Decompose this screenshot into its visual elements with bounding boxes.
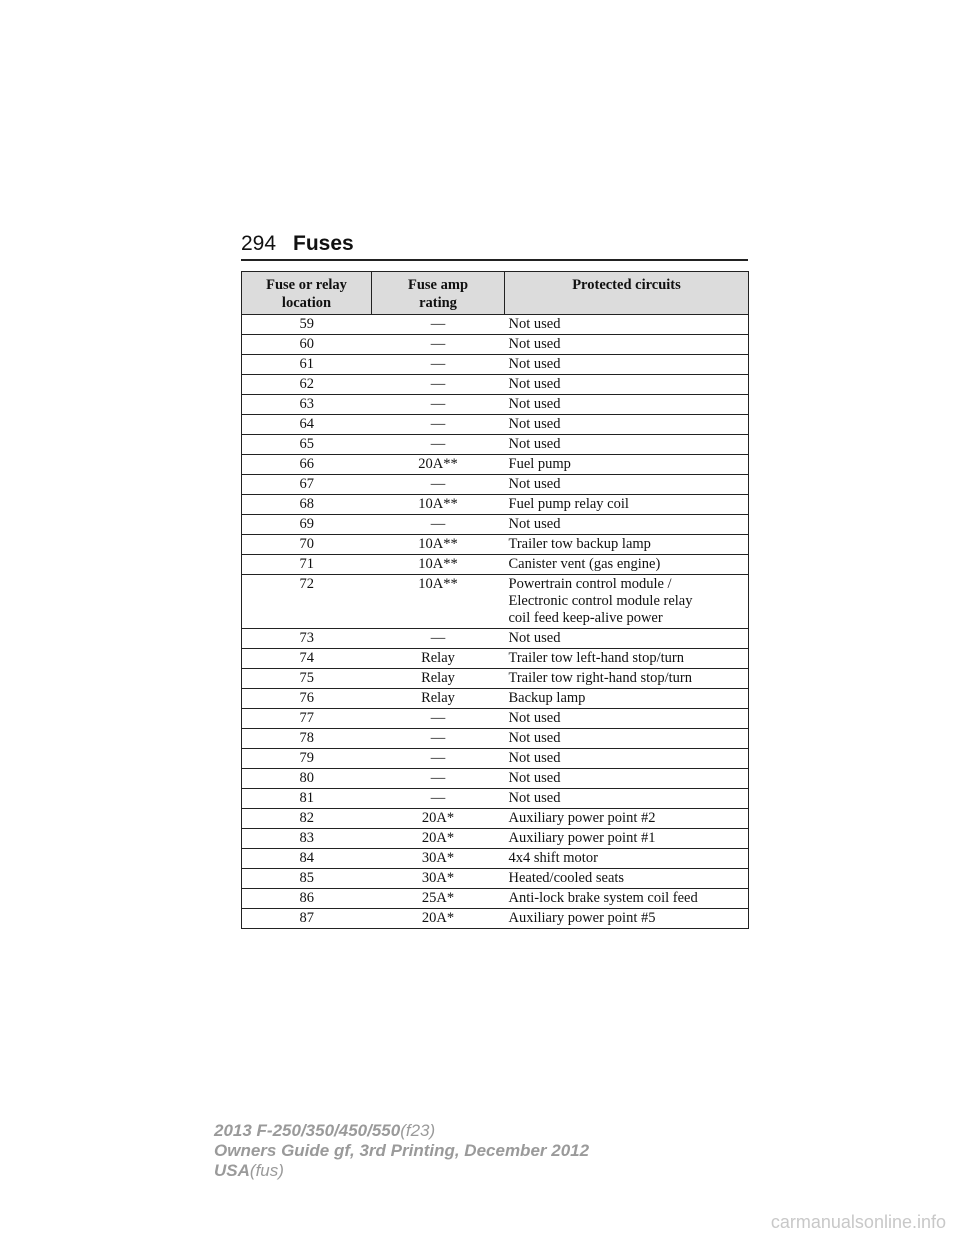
page-header (241, 231, 748, 261)
document-footer (214, 1121, 589, 1181)
table-row (242, 629, 749, 649)
table-row (242, 435, 749, 455)
cell-circuit-line: Powertrain control module / (508, 576, 672, 592)
cell-location: 86 (242, 889, 372, 909)
column-header-rating (372, 272, 505, 315)
cell-circuit (505, 649, 749, 669)
footer-line-3 (214, 1161, 589, 1181)
cell-circuit-line: Heated/cooled seats (508, 870, 625, 886)
cell-circuit (505, 375, 749, 395)
cell-circuit (505, 869, 749, 889)
cell-circuit-line: Not used (508, 396, 561, 412)
cell-rating: 30A* (372, 849, 505, 869)
cell-location: 71 (242, 555, 372, 575)
cell-circuit-line: Not used (508, 436, 561, 452)
cell-rating: Relay (372, 649, 505, 669)
table-row (242, 749, 749, 769)
cell-circuit-line: Not used (508, 750, 561, 766)
cell-rating: — (372, 709, 505, 729)
table-header-row (242, 272, 749, 315)
cell-circuit (505, 709, 749, 729)
cell-location: 67 (242, 475, 372, 495)
column-header-circuits (505, 272, 749, 315)
cell-location: 65 (242, 435, 372, 455)
cell-circuit (505, 515, 749, 535)
cell-circuit-line: Not used (508, 356, 561, 372)
table-row (242, 535, 749, 555)
section-title: Fuses (293, 232, 354, 255)
cell-rating: — (372, 749, 505, 769)
cell-circuit-line: 4x4 shift motor (508, 850, 598, 866)
column-header-location (242, 272, 372, 315)
table-row (242, 829, 749, 849)
cell-rating: — (372, 769, 505, 789)
cell-location: 74 (242, 649, 372, 669)
table-row (242, 515, 749, 535)
page-number: 294 (241, 232, 277, 255)
cell-circuit (505, 749, 749, 769)
cell-rating: — (372, 375, 505, 395)
cell-location: 70 (242, 535, 372, 555)
cell-rating: 10A** (372, 555, 505, 575)
column-header-location-line1: Fuse or relay (266, 277, 347, 293)
cell-location: 61 (242, 355, 372, 375)
table-row (242, 909, 749, 929)
cell-location: 79 (242, 749, 372, 769)
cell-circuit (505, 535, 749, 555)
cell-circuit-line: Fuel pump (508, 456, 571, 472)
table-row (242, 689, 749, 709)
cell-rating: Relay (372, 689, 505, 709)
footer-line-2 (214, 1141, 589, 1161)
cell-location: 60 (242, 335, 372, 355)
cell-location: 66 (242, 455, 372, 475)
cell-circuit-line: Canister vent (gas engine) (508, 556, 661, 572)
table-row (242, 555, 749, 575)
cell-circuit (505, 729, 749, 749)
table-row (242, 849, 749, 869)
cell-circuit-line: Not used (508, 476, 561, 492)
cell-circuit (505, 689, 749, 709)
cell-circuit (505, 575, 749, 629)
cell-location: 72 (242, 575, 372, 629)
cell-circuit (505, 455, 749, 475)
cell-circuit (505, 809, 749, 829)
table-row (242, 709, 749, 729)
table-row (242, 355, 749, 375)
cell-location: 81 (242, 789, 372, 809)
cell-rating: — (372, 415, 505, 435)
cell-location: 80 (242, 769, 372, 789)
table-row (242, 495, 749, 515)
cell-rating: — (372, 315, 505, 335)
cell-circuit (505, 415, 749, 435)
cell-rating: — (372, 395, 505, 415)
cell-rating: — (372, 475, 505, 495)
cell-rating: 20A* (372, 809, 505, 829)
footer-model: 2013 F-250/350/450/550 (214, 1121, 401, 1140)
cell-circuit-line: Not used (508, 790, 561, 806)
table-row (242, 315, 749, 335)
cell-location: 64 (242, 415, 372, 435)
cell-circuit (505, 669, 749, 689)
footer-market-code: (fus) (249, 1161, 284, 1180)
cell-circuit (505, 849, 749, 869)
cell-rating: — (372, 355, 505, 375)
cell-location: 68 (242, 495, 372, 515)
cell-circuit (505, 355, 749, 375)
cell-circuit (505, 909, 749, 929)
fuse-table (241, 271, 749, 929)
footer-line-1 (214, 1121, 589, 1141)
cell-circuit (505, 555, 749, 575)
table-header (242, 272, 749, 315)
cell-rating: — (372, 629, 505, 649)
cell-circuit (505, 395, 749, 415)
cell-circuit-line: coil feed keep-alive power (508, 610, 663, 626)
cell-circuit (505, 789, 749, 809)
cell-circuit-line: Fuel pump relay coil (508, 496, 629, 512)
footer-market: USA (214, 1161, 250, 1180)
cell-circuit-line: Auxiliary power point #2 (508, 810, 656, 826)
column-header-rating-line1: Fuse amp (407, 277, 469, 293)
table-row (242, 869, 749, 889)
cell-rating: 25A* (372, 889, 505, 909)
cell-location: 83 (242, 829, 372, 849)
cell-location: 63 (242, 395, 372, 415)
watermark: carmanualsonline.info (770, 1212, 946, 1232)
cell-circuit (505, 495, 749, 515)
column-header-circuits-line1: Protected circuits (572, 277, 681, 293)
cell-circuit-line: Not used (508, 630, 561, 646)
cell-circuit-line: Trailer tow backup lamp (508, 536, 651, 552)
cell-circuit-line: Backup lamp (508, 690, 586, 706)
cell-rating: — (372, 789, 505, 809)
cell-circuit-line: Anti-lock brake system coil feed (508, 890, 698, 906)
cell-rating: — (372, 335, 505, 355)
table-row (242, 335, 749, 355)
cell-circuit (505, 629, 749, 649)
cell-circuit-line: Electronic control module relay (508, 593, 693, 609)
cell-rating: — (372, 729, 505, 749)
column-header-rating-line2: rating (419, 295, 457, 311)
cell-circuit-line: Not used (508, 336, 561, 352)
cell-rating: 10A** (372, 575, 505, 629)
cell-circuit (505, 889, 749, 909)
cell-location: 85 (242, 869, 372, 889)
cell-location: 82 (242, 809, 372, 829)
cell-location: 76 (242, 689, 372, 709)
table-row (242, 889, 749, 909)
cell-circuit-line: Not used (508, 516, 561, 532)
cell-circuit-line: Auxiliary power point #1 (508, 830, 656, 846)
column-header-location-line2: location (281, 295, 332, 311)
cell-location: 78 (242, 729, 372, 749)
cell-rating: 10A** (372, 535, 505, 555)
table-row (242, 575, 749, 629)
table-body (242, 315, 749, 929)
table-row (242, 395, 749, 415)
cell-circuit-line: Not used (508, 770, 561, 786)
cell-circuit-line: Not used (508, 416, 561, 432)
cell-circuit (505, 335, 749, 355)
table-row (242, 415, 749, 435)
cell-rating: Relay (372, 669, 505, 689)
cell-rating: — (372, 515, 505, 535)
table-row (242, 455, 749, 475)
cell-circuit (505, 315, 749, 335)
cell-circuit-line: Auxiliary power point #5 (508, 910, 656, 926)
table-row (242, 669, 749, 689)
cell-circuit-line: Trailer tow right-hand stop/turn (508, 670, 693, 686)
cell-rating: 20A* (372, 829, 505, 849)
cell-rating: 20A* (372, 909, 505, 929)
cell-circuit (505, 475, 749, 495)
cell-circuit-line: Not used (508, 710, 561, 726)
cell-location: 87 (242, 909, 372, 929)
cell-circuit (505, 769, 749, 789)
footer-model-code: (f23) (400, 1121, 436, 1140)
cell-location: 69 (242, 515, 372, 535)
cell-location: 84 (242, 849, 372, 869)
table-row (242, 809, 749, 829)
cell-circuit-line: Not used (508, 730, 561, 746)
table-row (242, 649, 749, 669)
cell-rating: — (372, 435, 505, 455)
cell-circuit (505, 435, 749, 455)
cell-rating: 10A** (372, 495, 505, 515)
cell-circuit-line: Not used (508, 376, 561, 392)
cell-location: 77 (242, 709, 372, 729)
cell-location: 59 (242, 315, 372, 335)
cell-circuit (505, 829, 749, 849)
table-row (242, 769, 749, 789)
table-row (242, 729, 749, 749)
cell-circuit-line: Not used (508, 316, 561, 332)
cell-location: 62 (242, 375, 372, 395)
cell-location: 73 (242, 629, 372, 649)
table-row (242, 475, 749, 495)
cell-rating: 30A* (372, 869, 505, 889)
cell-circuit-line: Trailer tow left-hand stop/turn (508, 650, 684, 666)
footer-edition: Owners Guide gf, 3rd Printing, December 2012 (214, 1141, 590, 1160)
cell-location: 75 (242, 669, 372, 689)
table-row (242, 375, 749, 395)
table-row (242, 789, 749, 809)
cell-rating: 20A** (372, 455, 505, 475)
